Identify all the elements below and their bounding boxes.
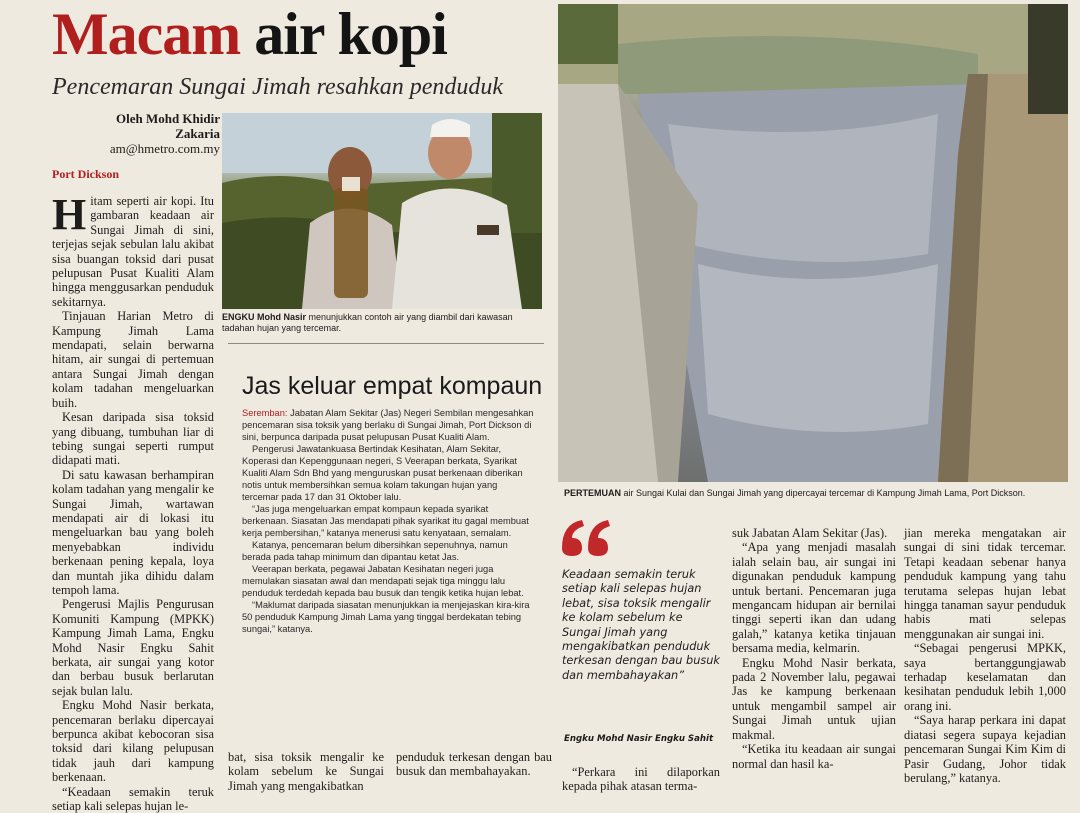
subheadline: Pencemaran Sungai Jimah resahkan penduduk — [52, 74, 504, 100]
pull-quote-text: Keadaan semakin teruk setiap kali selepas hujan lebat, sisa toksik mengalir ke kolam sebelum ke Sungai Jimah yang mengakibatkan penduduk terkesan dengan bau busuk dan membahayakan” — [562, 568, 720, 682]
photo2-caption — [564, 488, 1064, 499]
paragraph: Hitam seperti air kopi. Itu gambaran keadaan air Sungai Jimah di sini, terjejas sejak sebulan lalu akibat sisa buangan toksid dari pusat pelupusan Pusat Kualiti Alam hingga menggusarkan penduduk sekitarnya. — [52, 190, 214, 309]
paragraph: jian mereka mengatakan air sungai di sini tidak tercemar. Tetapi keadaan sebenar hanya penduduk kampung yang tahu terutama selepas hujan lebat hingga tanaman sayur penduduk habis mati selepas menggunakan air sungai ini. — [904, 526, 1066, 641]
paragraph: “Sebagai pengerusi MPKK, saya bertanggungjawab terhadap keselamatan dan kesihatan penduduk lebih 1,000 orang ini. — [904, 641, 1066, 713]
dropcap: H — [52, 190, 87, 239]
paragraph: Tinjauan Harian Metro di Kampung Jimah Lama mendapati, selain berwarna hitam, air sungai di pertemuan antara Sungai Jimah dengan kolam tadahan mengeluarkan buih. — [52, 309, 214, 410]
byline-name-1: Oleh Mohd Khidir — [115, 111, 220, 126]
quote-mark-icon — [560, 518, 612, 558]
paragraph: Seremban: Jabatan Alam Sekitar (Jas) Negeri Sembilan mengesahkan pencemaran sisa toksik yang berlaku di Sungai Jimah, Port Dickson di sini, berpunca daripada pusat pelupusan Pusat Kualiti Alam. — [242, 408, 534, 442]
caption-text: menunjukkan contoh air yang diambil dari kawasan tadahan hujan yang tercemar. — [222, 312, 513, 333]
byline-email: am@hmetro.com.my — [109, 141, 220, 156]
sidebar-body — [242, 407, 534, 635]
sidebar-title: Jas keluar empat kompaun — [242, 372, 543, 400]
headline — [52, 2, 447, 66]
photo-men-holding-bottle — [222, 113, 542, 309]
photo-illustration — [222, 113, 542, 309]
article-column-2-continuation — [228, 750, 384, 793]
paragraph: “Jas juga mengeluarkan empat kompaun kepada syarikat berkenaan. Siasatan Jas mendapati pihak syarikat itu gagal membuat kerja pembersihan,” katanya menerusi satu kenyataan, semalam. — [242, 504, 529, 538]
paragraph: Pengerusi Jawatankuasa Bertindak Kesihatan, Alam Sekitar, Koperasi dan Kepenggunaan negeri, S Veerapan berkata, Syarikat Kualiti Alam Sdn Bhd yang menguruskan pusat berkenaan diberikan notis untuk membersihkan semua kolam takungan hujan yang tercemar pada 17 dan 31 Oktober lalu. — [242, 444, 523, 502]
paragraph: Kesan daripada sisa toksid yang dibuang, tumbuhan liar di tebing sungai seperti rumput didapati mati. — [52, 410, 214, 468]
paragraph: Pengerusi Majlis Pengurusan Komuniti Kampung (MPKK) Kampung Jimah Lama, Engku Mohd Nasir Engku Sahit berkata, air sungai yang kotor dan berbau busuk berlarutan sejak bulan lalu. — [52, 597, 214, 698]
article-column-4 — [732, 526, 896, 771]
paragraph: “Saya harap perkara ini dapat diatasi segera supaya kejadian pencemaran Sungai Kim Kim di Pasir Gudang, Johor tidak berulang,” katanya. — [904, 713, 1066, 785]
byline-name-2: Zakaria — [175, 126, 220, 141]
paragraph: “Maklumat daripada siasatan menunjukkan ia menjejaskan kira-kira 50 penduduk Kampung Jimah Lama yang tinggal berdekatan tebing sungai,” katanya. — [242, 600, 530, 634]
sidebar-location: Seremban: — [242, 408, 288, 418]
paragraph: Engku Mohd Nasir berkata, pencemaran berlaku dipercayai berpunca akibat kebocoran sisa toksid dari kilang pelupusan tidak jauh dari kampung berkenaan. — [52, 698, 214, 785]
paragraph: “Ketika itu keadaan air sungai normal dan hasil ka- — [732, 742, 896, 771]
headline-accent: Macam — [52, 1, 241, 67]
paragraph: bat, sisa toksik mengalir ke kolam sebelum ke Sungai Jimah yang mengakibatkan — [228, 750, 384, 793]
pull-quote-source: Engku Mohd Nasir Engku Sahit — [564, 734, 714, 744]
paragraph: Katanya, pencemaran belum dibersihkan sepenuhnya, namun berada pada tahap minimum dan dipantau ketat Jas. — [242, 540, 508, 562]
paragraph: “Perkara ini dilaporkan kepada pihak atasan terma- — [562, 765, 720, 794]
photo1-caption — [222, 312, 542, 334]
paragraph: penduduk terkesan dengan bau busuk dan membahayakan. — [396, 750, 552, 779]
article-column-1 — [52, 190, 214, 813]
caption-text: air Sungai Kulai dan Sungai Jimah yang dipercayai tercemar di Kampung Jimah Lama, Port Dickson. — [623, 488, 1026, 498]
paragraph: Di satu kawasan berhampiran kolam tadahan yang mengalir ke Sungai Jimah, wartawan mendapati air di lokasi itu mengeluarkan bau yang boleh menyebabkan individu berkenaan pening kepala, loya dan muntah jika dihidu dalam tempoh lama. — [52, 467, 214, 597]
caption-name: PERTEMUAN — [564, 488, 622, 498]
paragraph: suk Jabatan Alam Sekitar (Jas). — [732, 526, 888, 540]
paragraph: Veerapan berkata, pegawai Jabatan Kesihatan negeri juga memulakan siasatan awal dan mendapati sejak tiga minggu lalu penduduk terdedah kepada bau busuk dan tengik ketika hujan lebat. — [242, 564, 524, 598]
photo-illustration — [558, 4, 1068, 482]
headline-main: air kopi — [254, 1, 447, 67]
caption-name: ENGKU Mohd Nasir — [222, 312, 307, 322]
dateline: Port Dickson — [52, 167, 119, 181]
paragraph: Engku Mohd Nasir berkata, pada 2 November lalu, pegawai Jas ke kampung berkenaan untuk mengambil sampel air Sungai Jimah untuk ujian makmal. — [732, 655, 896, 742]
paragraph: “Apa yang menjadi masalah ialah selain bau, air sungai ini digunakan penduduk kampung untuk bertani. Pencemaran juga mengancam hidupan air bernilai tinggi seperti ikan dan udang galah,” katanya ketika tinjauan bersama media, kelmarin. — [732, 540, 896, 656]
photo-polluted-river — [558, 4, 1068, 482]
paragraph: “Keadaan semakin teruk setiap kali selepas hujan le- — [52, 784, 214, 813]
article-column-3-continuation — [396, 750, 552, 779]
article-column-quote-continuation — [562, 765, 720, 794]
article-column-5 — [904, 526, 1066, 785]
byline — [52, 111, 220, 156]
